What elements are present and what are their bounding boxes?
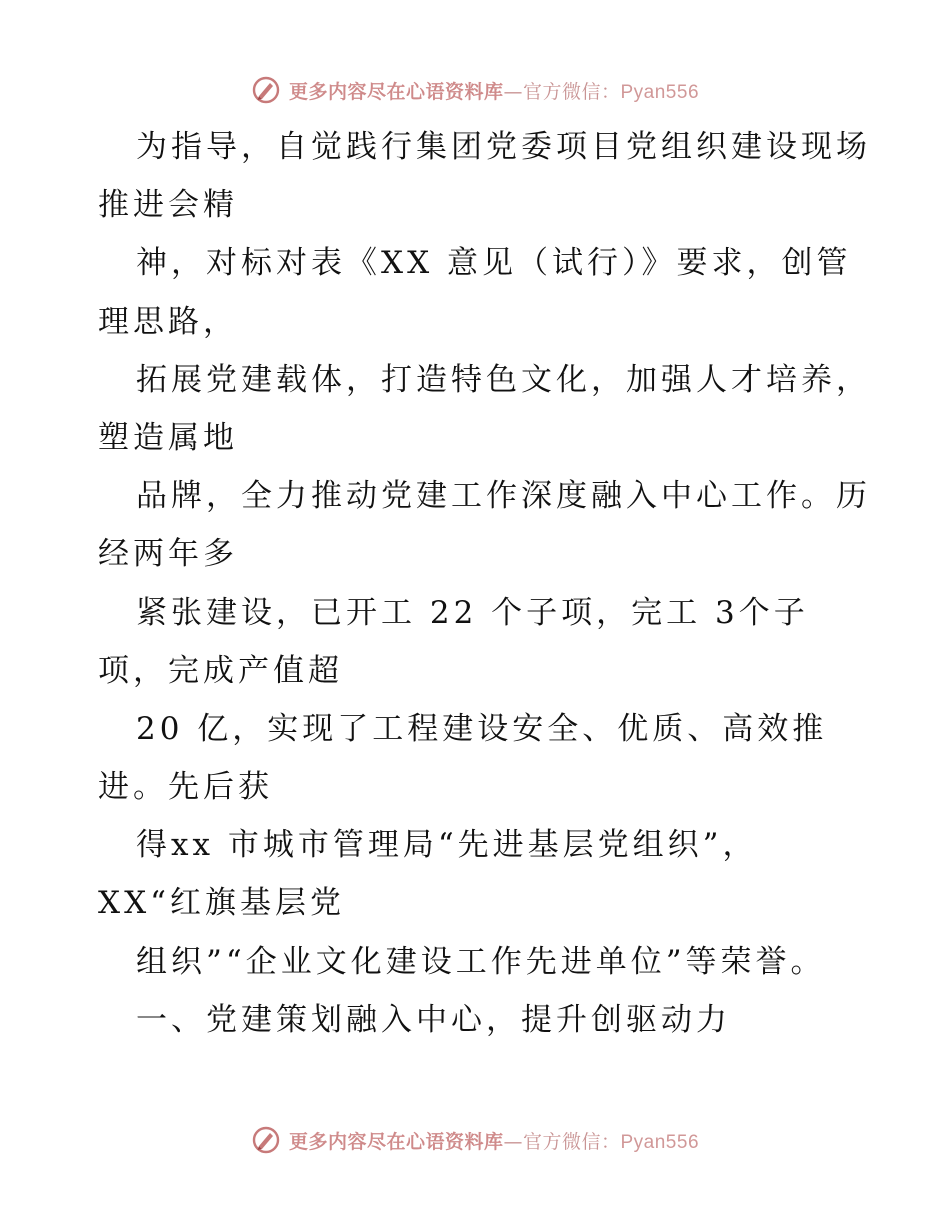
watermark-text [289,77,699,104]
body-line: 进。先后获 [98,769,273,806]
body-line: 拓展党建载体，打造特色文化，加强人才培养， [136,361,871,398]
pen-logo-icon [251,1125,281,1155]
watermark-sub: 官方微信： [522,80,621,103]
body-line: 项，完成产值超 [98,652,343,689]
body-line: 塑造属地 [98,419,238,456]
body-line: 紧张建设，已开工 22 个子项，完工 3个子 [136,594,809,631]
body-line: 得xx 市城市管理局“先进基层党组织”， [136,827,758,864]
body-line: 20 亿，实现了工程建设安全、优质、高效推 [136,710,828,747]
body-line: 为指导，自觉践行集团党委项目党组织建设现场 [136,129,871,165]
watermark-separator: — [503,1130,523,1153]
watermark-main: 更多内容尽在心语资料库 [288,1130,504,1153]
body-line: 组织”“企业文化建设工作先进单位”等荣誉。 [136,943,826,980]
watermark-main: 更多内容尽在心语资料库 [288,80,504,103]
header-watermark [0,70,950,110]
body-line: 品牌，全力推动党建工作深度融入中心工作。历 [136,478,871,515]
watermark-text [289,1127,699,1154]
body-line: XX“红旗基层党 [98,885,345,922]
watermark-sub: 官方微信： [522,1130,621,1153]
body-line: 理思路， [98,303,238,340]
watermark-separator: — [503,80,523,103]
section-heading: 一、党建策划融入中心，提升创驱动力 [136,1001,731,1038]
body-line: 推进会精 [98,187,238,224]
pen-logo-icon [251,75,281,105]
body-line: 经两年多 [98,536,238,573]
watermark-id: Pyan556 [620,81,700,103]
watermark-id: Pyan556 [620,1131,700,1153]
footer-watermark [0,1120,950,1160]
document-body [98,118,888,1049]
body-line: 神，对标对表《XX 意见（试行）》要求，创管 [136,245,852,282]
